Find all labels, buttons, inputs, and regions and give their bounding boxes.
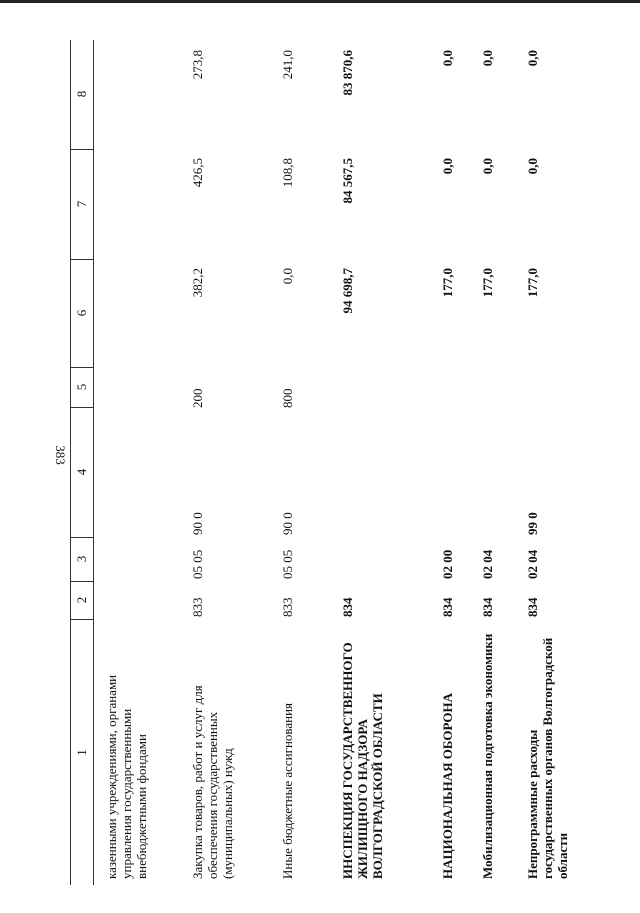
- row-name: Мобилизационная подготовка экономики: [480, 633, 495, 879]
- cell-c2: 833: [280, 597, 295, 617]
- cell-c6: 94 698,7: [340, 268, 355, 314]
- cell-c4: 90 0: [190, 512, 205, 535]
- cell-c4: 90 0: [280, 512, 295, 535]
- row-name: Иные бюджетные ассигнования: [280, 702, 295, 879]
- cell-c3: 05 05: [280, 549, 295, 579]
- table-header-row: [70, 40, 94, 885]
- row-name: Непрограммные расходы государственных органов Волгоградской области: [525, 637, 570, 879]
- cell-c3: 02 04: [525, 549, 540, 579]
- cell-c7: 108,8: [280, 158, 295, 188]
- cell-c4: 99 0: [525, 512, 540, 535]
- cell-c7: 84 567,5: [340, 158, 355, 204]
- cell-c6: 177,0: [440, 268, 455, 298]
- cell-c8: 0,0: [480, 50, 495, 67]
- rotated-table-area: [70, 40, 590, 885]
- header-col-1: 1: [74, 749, 89, 756]
- header-col-2: 2: [71, 581, 93, 620]
- cell-c5: 800: [280, 388, 295, 408]
- top-border: [0, 0, 640, 3]
- cell-c8: 0,0: [525, 50, 540, 67]
- cell-c2: 834: [340, 597, 355, 617]
- cell-c6: 382,2: [190, 268, 205, 298]
- cell-c2: 834: [525, 597, 540, 617]
- header-col-6: 6: [71, 259, 93, 368]
- cell-c3: 02 00: [440, 549, 455, 579]
- row-name: НАЦИОНАЛЬНАЯ ОБОРОНА: [440, 693, 455, 879]
- cell-c7: 0,0: [525, 158, 540, 175]
- row-name: ИНСПЕКЦИЯ ГОСУДАРСТВЕННОГО ЖИЛИЩНОГО НАДЗОРА ВОЛГОГРАДСКОЙ ОБЛАСТИ: [340, 642, 385, 879]
- cell-c6: 0,0: [280, 268, 295, 285]
- cell-c2: 833: [190, 597, 205, 617]
- cell-c7: 0,0: [480, 158, 495, 175]
- cell-c2: 834: [440, 597, 455, 617]
- cell-c7: 0,0: [440, 158, 455, 175]
- budget-table: [70, 40, 590, 885]
- cell-c8: 83 870,6: [340, 50, 355, 96]
- header-col-7: 7: [71, 149, 93, 260]
- cell-c8: 0,0: [440, 50, 455, 67]
- header-col-5: 5: [71, 367, 93, 408]
- row-name: Закупка товаров, работ и услуг для обеспечения государственных (муниципальных) нужд: [190, 685, 235, 879]
- header-col-4: 4: [71, 407, 93, 538]
- cell-c8: 241,0: [280, 50, 295, 80]
- page-number-text: 383: [53, 445, 68, 465]
- cell-c8: 273,8: [190, 50, 205, 80]
- cell-c6: 177,0: [480, 268, 495, 298]
- cell-c5: 200: [190, 388, 205, 408]
- cell-c7: 426,5: [190, 158, 205, 188]
- cell-c3: 02 04: [480, 549, 495, 579]
- header-col-8: 8: [71, 39, 93, 150]
- cell-c2: 834: [480, 597, 495, 617]
- header-col-3: 3: [71, 537, 93, 582]
- cell-c3: 05 05: [190, 549, 205, 579]
- page-number: [50, 440, 70, 470]
- row-name: казенными учреждениями, органами управления государственными внебюджетными фондами: [104, 674, 149, 879]
- cell-c6: 177,0: [525, 268, 540, 298]
